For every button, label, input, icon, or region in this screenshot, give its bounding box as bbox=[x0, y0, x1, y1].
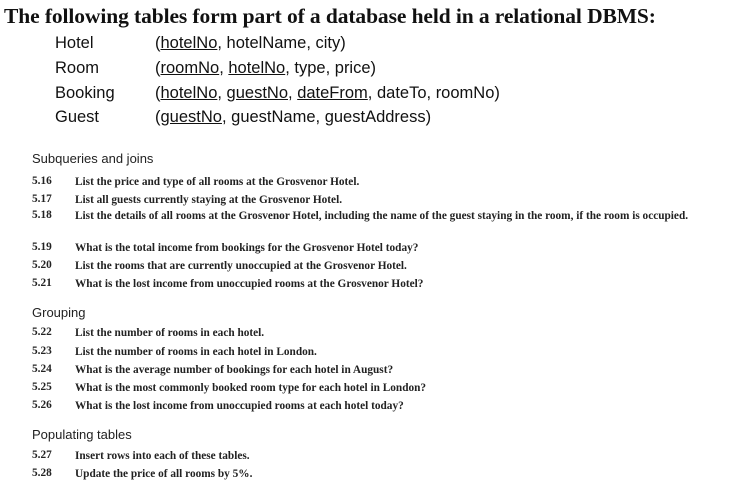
exercise-number: 5.18 bbox=[32, 209, 52, 221]
exercise-item bbox=[32, 345, 755, 359]
key-attribute: hotelNo bbox=[160, 34, 218, 52]
exercise-item bbox=[32, 399, 755, 413]
exercise-text: List the number of rooms in each hotel in London. bbox=[75, 346, 317, 358]
schema-row: Room (roomNo, hotelNo, type, price) bbox=[55, 59, 377, 77]
key-attribute: guestNo bbox=[226, 84, 289, 102]
exercise-item bbox=[32, 259, 755, 273]
exercise-item bbox=[32, 277, 755, 291]
exercise-item bbox=[32, 449, 755, 463]
exercise-number: 5.26 bbox=[32, 399, 52, 411]
key-attribute: hotelNo bbox=[160, 84, 218, 102]
attribute: guestName bbox=[231, 108, 316, 126]
section-heading: Subqueries and joins bbox=[32, 151, 154, 166]
section-heading: Grouping bbox=[32, 305, 86, 320]
page-title: The following tables form part of a database held in a relational DBMS: bbox=[4, 4, 656, 28]
table-name: Booking bbox=[55, 84, 115, 102]
section-heading: Populating tables bbox=[32, 427, 132, 442]
exercise-number: 5.24 bbox=[32, 363, 52, 375]
exercise-text: List the rooms that are currently unoccupied at the Grosvenor Hotel. bbox=[75, 260, 407, 272]
exercise-text: List the price and type of all rooms at the Grosvenor Hotel. bbox=[75, 176, 360, 188]
exercise-number: 5.19 bbox=[32, 241, 52, 253]
exercise-text: What is the total income from bookings for the Grosvenor Hotel today? bbox=[75, 242, 419, 254]
exercise-number: 5.17 bbox=[32, 193, 52, 205]
exercise-number: 5.28 bbox=[32, 467, 52, 479]
table-name: Hotel bbox=[55, 34, 94, 52]
attribute: hotelName bbox=[226, 34, 307, 52]
schema-row: Booking (hotelNo, guestNo, dateFrom, dateTo, roomNo) bbox=[55, 84, 500, 102]
exercise-item bbox=[32, 326, 755, 340]
attribute: dateTo bbox=[376, 84, 427, 102]
exercise-number: 5.21 bbox=[32, 277, 52, 289]
exercise-text: Update the price of all rooms by 5%. bbox=[75, 468, 253, 480]
key-attribute: roomNo bbox=[160, 59, 220, 77]
exercise-number: 5.25 bbox=[32, 381, 52, 393]
exercise-text: List the number of rooms in each hotel. bbox=[75, 327, 265, 339]
exercise-number: 5.20 bbox=[32, 259, 52, 271]
key-attribute: hotelNo bbox=[228, 59, 286, 77]
key-attribute: guestNo bbox=[160, 108, 222, 126]
table-name: Guest bbox=[55, 108, 100, 126]
exercise-text: What is the average number of bookings for each hotel in August? bbox=[75, 364, 394, 376]
schema-row: Guest (guestNo, guestName, guestAddress) bbox=[55, 108, 432, 126]
attribute: city bbox=[315, 34, 341, 52]
exercise-number: 5.16 bbox=[32, 175, 52, 187]
exercise-item bbox=[32, 381, 755, 395]
attribute: guestAddress bbox=[324, 108, 426, 126]
exercise-item bbox=[32, 241, 755, 255]
exercise-text: Insert rows into each of these tables. bbox=[75, 450, 250, 462]
exercise-item bbox=[32, 193, 755, 207]
exercise-number: 5.23 bbox=[32, 345, 52, 357]
exercise-item bbox=[32, 209, 755, 223]
exercise-text: List the details of all rooms at the Grosvenor Hotel, including the name of the guest staying in the room, if the room is occupied. bbox=[75, 210, 689, 222]
exercise-text: What is the most commonly booked room type for each hotel in London? bbox=[75, 382, 427, 394]
exercise-item bbox=[32, 175, 755, 189]
exercise-number: 5.27 bbox=[32, 449, 52, 461]
exercise-text: List all guests currently staying at the Grosvenor Hotel. bbox=[75, 194, 343, 206]
exercise-item bbox=[32, 467, 755, 481]
key-attribute: dateFrom bbox=[297, 84, 368, 102]
table-name: Room bbox=[55, 59, 100, 77]
exercise-text: What is the lost income from unoccupied rooms at each hotel today? bbox=[75, 400, 404, 412]
exercise-number: 5.22 bbox=[32, 326, 52, 338]
exercise-text: What is the lost income from unoccupied rooms at the Grosvenor Hotel? bbox=[75, 278, 424, 290]
exercise-item bbox=[32, 363, 755, 377]
schema-row: Hotel (hotelNo, hotelName, city) bbox=[55, 34, 346, 52]
attribute: roomNo bbox=[435, 84, 495, 102]
attribute: type bbox=[294, 59, 326, 77]
attribute: price bbox=[334, 59, 371, 77]
